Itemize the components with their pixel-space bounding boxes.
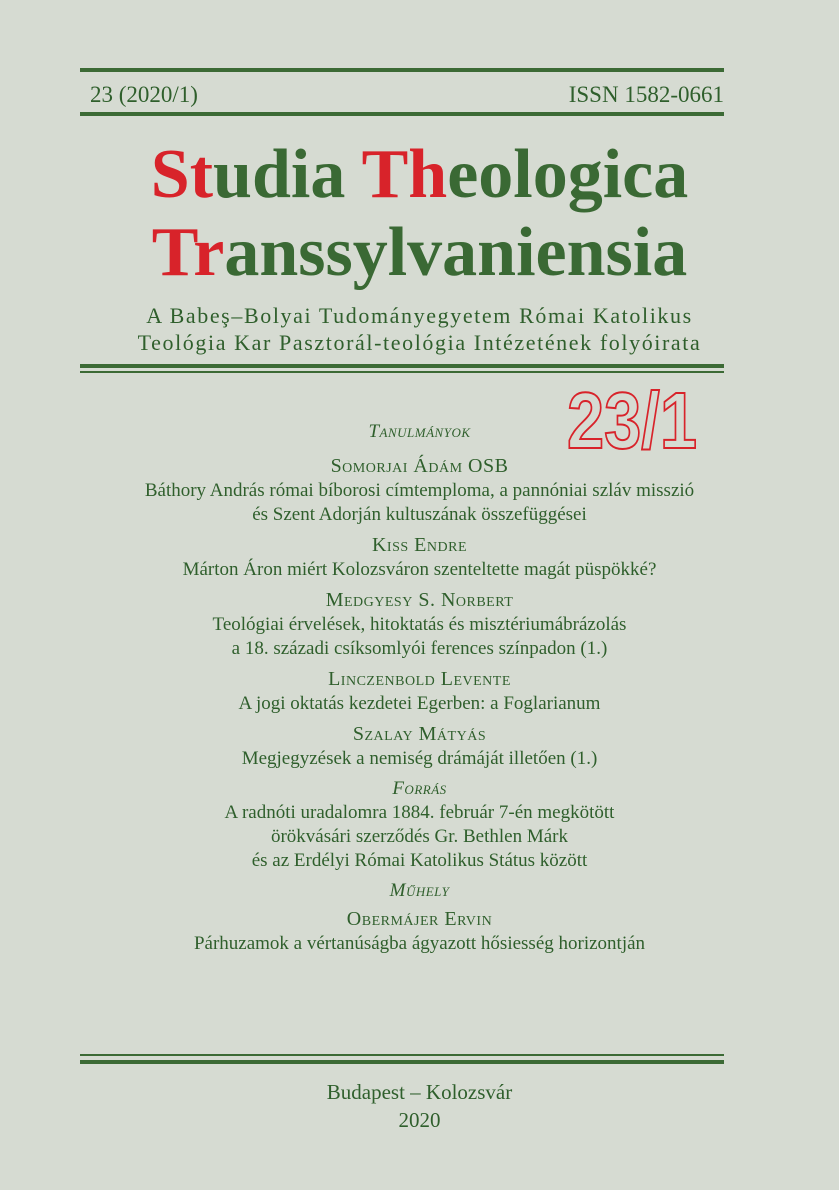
subtitle-line-1: A Babeş–Bolyai Tudományegyetem Római Katolikus: [146, 303, 693, 328]
article-title: a 18. századi csíksomlyói ferences színpadon (1.): [231, 638, 608, 659]
footer-place: Budapest – Kolozsvár: [326, 1080, 513, 1104]
journal-title-line-2: [0, 214, 839, 291]
footer-year: 2020: [398, 1108, 441, 1132]
article-title: Megjegyzések a nemiség drámáját illetően (1.): [241, 748, 598, 769]
journal-title-line-1: [0, 136, 839, 213]
title-udia: udia: [213, 136, 362, 213]
section-workshop: Műhely: [389, 880, 450, 901]
source-title: A radnóti uradalomra 1884. február 7-én megkötött: [224, 802, 615, 823]
source-title: és az Erdélyi Római Katolikus Státus között: [251, 850, 588, 871]
footer-rule-2: [80, 1060, 724, 1064]
section-studies: Tanulmányok: [368, 421, 471, 442]
article-title: Báthory András római bíborosi címtemploma, a pannóniai szláv misszió: [144, 480, 695, 501]
subtitle-line-2: Teológia Kar Pasztorál-teológia Intézetének folyóirata: [137, 330, 702, 355]
title-anssylvaniensia: anssylvaniensia: [224, 214, 688, 291]
article-author: Obermájer Ervin: [346, 908, 493, 930]
issn: ISSN 1582-0661: [568, 82, 724, 107]
source-title: örökvásári szerződés Gr. Bethlen Márk: [270, 826, 569, 847]
article-author: Linczenbold Levente: [328, 668, 511, 690]
article-title: Teológiai érvelések, hitoktatás és misztériumábrázolás: [212, 614, 627, 635]
article-title: Párhuzamok a vértanúságba ágyazott hősiesség horizontján: [193, 933, 646, 954]
article-title: A jogi oktatás kezdetei Egerben: a Foglarianum: [238, 693, 601, 714]
title-top-rule: [80, 112, 724, 116]
issue-badge-text: 23/1: [567, 376, 697, 465]
article-author: Kiss Endre: [371, 534, 467, 556]
subtitle-rule-2: [80, 371, 724, 373]
issue-row: [90, 82, 724, 108]
footer-rule-1: [80, 1054, 724, 1056]
title-st: St: [150, 136, 214, 213]
article-author: Somorjai Ádám OSB: [330, 455, 509, 477]
article-author: Szalay Mátyás: [352, 723, 487, 745]
subtitle-rule-1: [80, 364, 724, 368]
article-title: Márton Áron miért Kolozsváron szenteltette magát püspökké?: [182, 559, 657, 580]
issue-number: 23 (2020/1): [90, 82, 198, 107]
article-title: és Szent Adorján kultuszának összefüggései: [252, 504, 587, 525]
article-author: Medgyesy S. Norbert: [325, 589, 514, 611]
top-rule: [80, 68, 724, 72]
table-of-contents: [0, 420, 839, 956]
section-source: Forrás: [392, 778, 447, 799]
title-eologica: eologica: [447, 136, 689, 213]
title-tr: Tr: [151, 214, 225, 291]
title-th: Th: [361, 136, 448, 213]
